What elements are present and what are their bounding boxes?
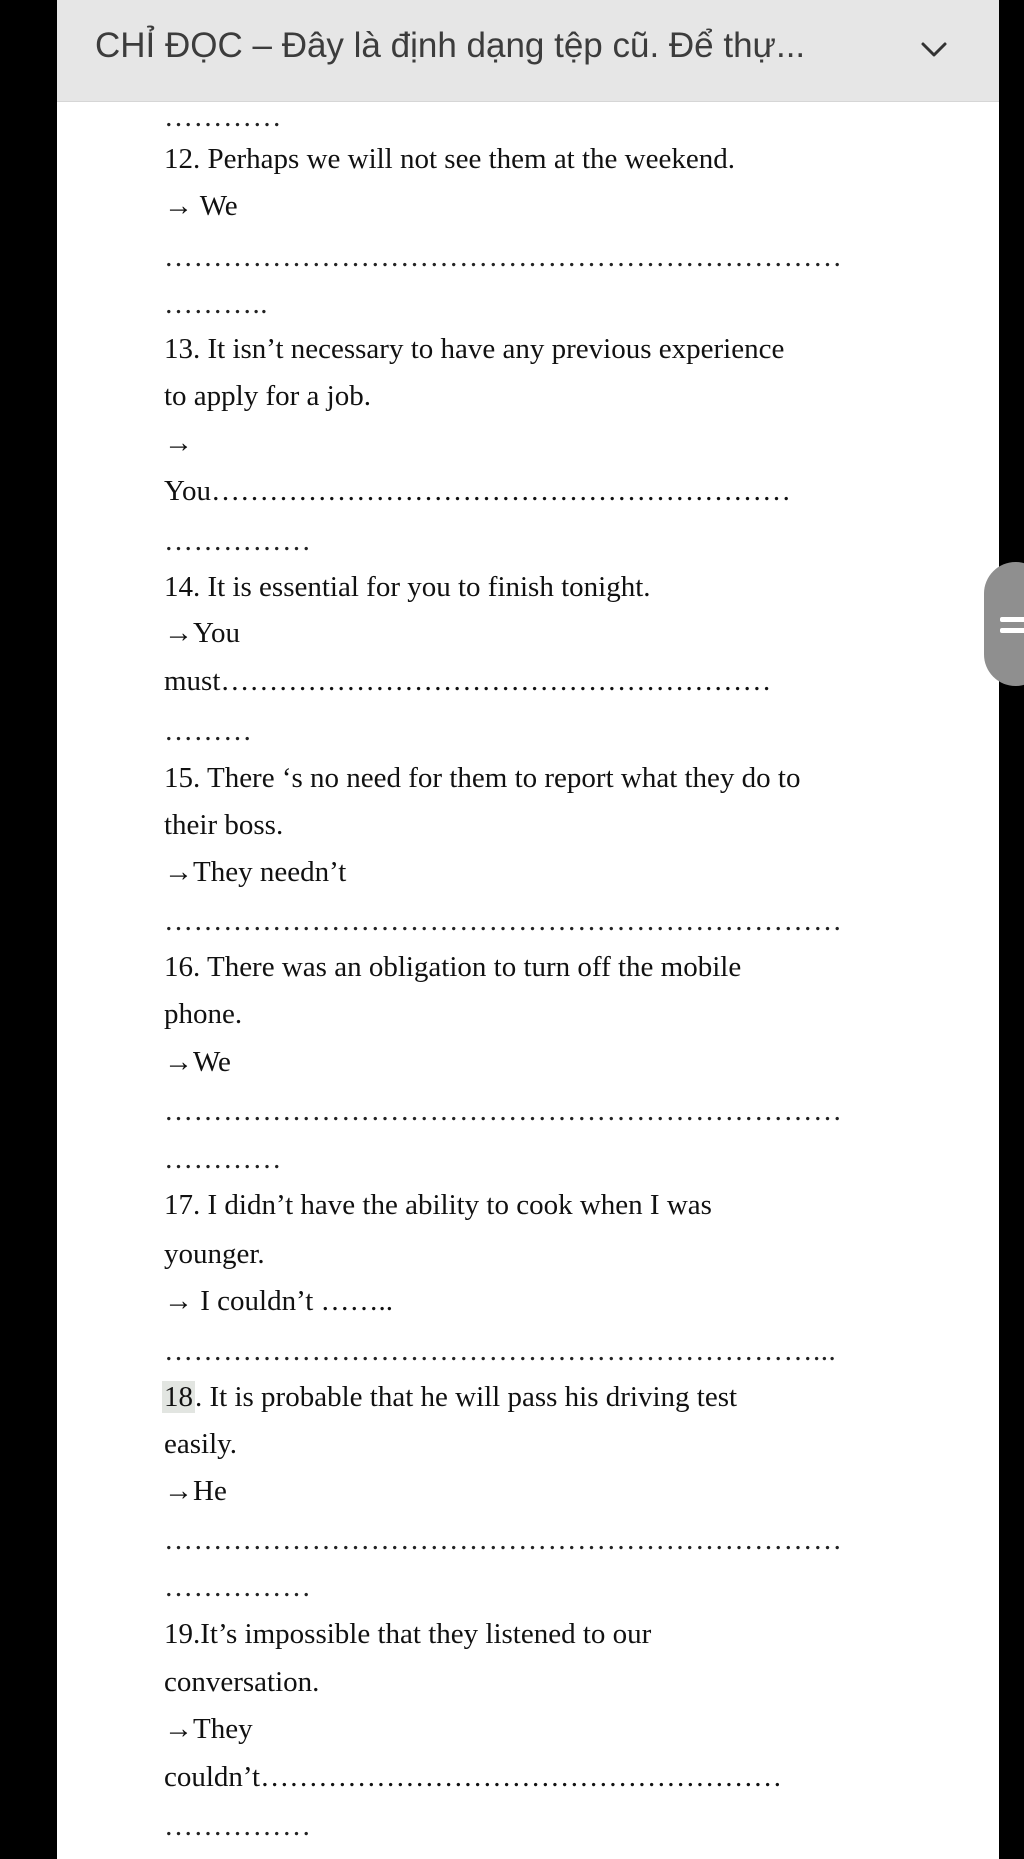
document-line: 13. It isn’t necessary to have any previous experience [164, 333, 785, 365]
document-line: →They needn’t [164, 856, 347, 888]
document-line: →You [164, 617, 241, 649]
document-line: …………………………………………………………… [164, 1095, 843, 1127]
document-line: easily. [164, 1428, 238, 1460]
document-line: …………… [164, 525, 312, 557]
document-line: …………… [164, 1571, 312, 1603]
document-line [164, 1381, 737, 1414]
document-line: couldn’t……………………………………………… [164, 1761, 783, 1793]
line-text: . It is probable that he will pass his driving test [195, 1381, 738, 1413]
document-line: 15. There ‘s no need for them to report what they do to [164, 762, 801, 794]
document-line: ……….. [164, 288, 268, 320]
document-line: must………………………………………………… [164, 665, 772, 697]
document-line: …………… [164, 1810, 312, 1842]
document-line: conversation. [164, 1666, 320, 1698]
scroll-handle[interactable] [984, 562, 1024, 686]
document-line: …………………………………………………………… [164, 241, 843, 273]
document-line: You…………………………………………………… [164, 475, 792, 507]
document-line: …………………………………………………………… [164, 1524, 843, 1556]
document-line: ………… [164, 1143, 282, 1175]
document-line: ……… [164, 715, 253, 747]
document-line: their boss. [164, 809, 284, 841]
highlighted-number: 18 [164, 1381, 193, 1413]
document-line: → [164, 427, 193, 459]
document-line: 16. There was an obligation to turn off the mobile [164, 951, 742, 983]
document-line: ………… [164, 101, 282, 133]
read-only-banner[interactable] [57, 0, 999, 102]
document-line: →They [164, 1713, 253, 1745]
document-line: → We [164, 190, 238, 222]
document-line: 17. I didn’t have the ability to cook when I was [164, 1189, 712, 1221]
document-line: → I couldn’t …….. [164, 1285, 394, 1317]
chevron-down-icon[interactable] [919, 38, 949, 62]
document-line: 19.It’s impossible that they listened to our [164, 1618, 652, 1650]
document-line: to apply for a job. [164, 380, 371, 412]
document-line: 14. It is essential for you to finish tonight. [164, 571, 651, 603]
document-page [57, 0, 999, 1859]
document-line: 12. Perhaps we will not see them at the weekend. [164, 143, 735, 175]
grip-line-icon [1000, 628, 1024, 633]
document-line: →He [164, 1475, 227, 1507]
document-line: …………………………………………………………... [164, 1335, 837, 1367]
document-line: phone. [164, 998, 243, 1030]
document-line: →We [164, 1046, 231, 1078]
grip-line-icon [1000, 617, 1024, 622]
document-line: younger. [164, 1238, 265, 1270]
banner-text: CHỈ ĐỌC – Đây là định dạng tệp cũ. Để thự... [95, 26, 806, 65]
document-line: …………………………………………………………… [164, 905, 843, 937]
